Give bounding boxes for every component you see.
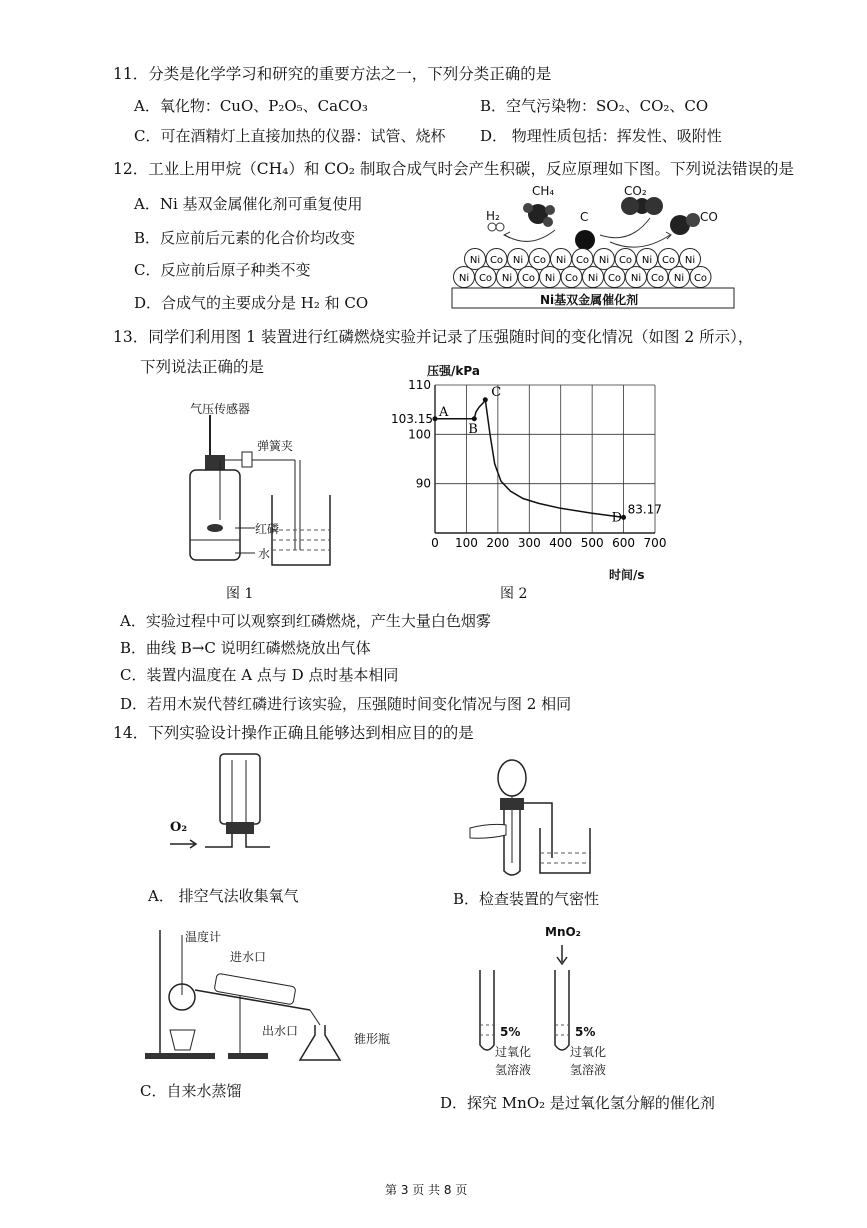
- q13-option-a: A．实验过程中可以观察到红磷燃烧，产生大量白色烟雾: [120, 612, 491, 630]
- point-B: [472, 416, 477, 421]
- chart-ylabel: 压强/kPa: [427, 364, 480, 378]
- q12-option-d: D．合成气的主要成分是 H₂ 和 CO: [134, 294, 369, 312]
- tube1-solution-a: 过氧化: [495, 1045, 532, 1059]
- y-tick-label: 110: [408, 378, 431, 392]
- chart-xlabel: 时间/s: [609, 568, 645, 582]
- catalyst-atom-label: Co: [575, 255, 590, 266]
- co-label: CO: [700, 210, 718, 224]
- catalyst-atom-label: Ni: [501, 273, 513, 284]
- fig-a-caption: A． 排空气法收集氧气: [148, 887, 299, 905]
- water-label: 水: [258, 547, 271, 561]
- catalyst-atom-label: Co: [618, 255, 633, 266]
- tube2-solution-a: 过氧化: [570, 1045, 607, 1059]
- fig-b-caption: B．检查装置的气密性: [453, 890, 600, 908]
- flask-label: 锥形瓶: [354, 1032, 391, 1046]
- point-value-A: 103.15: [391, 411, 433, 426]
- fig-c-caption: C．自来水蒸馏: [140, 1082, 242, 1100]
- x-tick-label: 500: [580, 536, 604, 550]
- catalyst-atom-label: Ni: [641, 255, 653, 266]
- q13-stem-cont: 下列说法正确的是: [140, 358, 265, 376]
- y-tick-label: 90: [415, 476, 431, 491]
- o2-label: O₂: [170, 820, 188, 835]
- catalyst-atom-label: Co: [607, 273, 622, 284]
- catalyst-atom-label: Ni: [555, 255, 567, 266]
- q12-option-b: B．反应前后元素的化合价均改变: [134, 229, 356, 247]
- sensor-label: 气压传感器: [190, 402, 251, 416]
- x-tick-label: 0: [431, 536, 439, 550]
- phosphorus-label: 红磷: [255, 522, 280, 536]
- tube2-conc: 5%: [575, 1025, 596, 1039]
- point-C: [483, 397, 488, 402]
- q12-stem: 12．工业上用甲烷（CH₄）和 CO₂ 制取合成气时会产生积碳，反应原理如下图。下列说法错误的是: [113, 160, 794, 178]
- q11-option-c: C．可在酒精灯上直接加热的仪器：试管、烧杯: [134, 127, 446, 145]
- outlet-label: 出水口: [262, 1024, 299, 1038]
- fig2-caption: 图 2: [500, 586, 528, 602]
- tube1-conc: 5%: [500, 1025, 521, 1039]
- catalyst-atom-label: Co: [489, 255, 504, 266]
- fig-b-airtightness: [470, 753, 610, 878]
- co2-label: CO₂: [624, 184, 647, 198]
- q12-option-c: C．反应前后原子种类不变: [134, 261, 311, 279]
- fig1-caption: 图 1: [226, 586, 254, 602]
- x-tick-label: 200: [486, 536, 510, 550]
- x-tick-label: 600: [612, 536, 636, 550]
- c-label: C: [580, 210, 589, 224]
- catalyst-atom-label: Ni: [630, 273, 642, 284]
- catalyst-atom-label: Co: [564, 273, 579, 284]
- point-A: [433, 416, 438, 421]
- q13-stem: 13．同学们利用图 1 装置进行红磷燃烧实验并记录了压强随时间的变化情况（如图 2 所示），: [113, 328, 754, 346]
- catalyst-base-label: Ni基双金属催化剂: [540, 293, 639, 307]
- ch4-label: CH₄: [532, 184, 555, 198]
- x-tick-label: 400: [549, 536, 573, 550]
- point-value-D: 83.17: [627, 502, 662, 517]
- y-tick-label: 100: [408, 427, 431, 442]
- catalyst-atom-label: Ni: [684, 255, 696, 266]
- q13-option-b: B．曲线 B→C 说明红磷燃烧放出气体: [120, 639, 371, 657]
- catalyst-atom-label: Co: [693, 273, 708, 284]
- catalyst-atom-label: Ni: [673, 273, 685, 284]
- q14-stem: 14．下列实验设计操作正确且能够达到相应目的的是: [113, 724, 474, 742]
- h2-label: H₂: [486, 209, 500, 223]
- point-label-B: B: [468, 421, 478, 437]
- x-tick-label: 300: [517, 536, 541, 550]
- q11-option-a: A．氧化物：CuO、P₂O₅、CaCO₃: [134, 97, 368, 115]
- mno2-label: MnO₂: [545, 925, 581, 939]
- q13-option-d: D．若用木炭代替红磷进行该实验，压强随时间变化情况与图 2 相同: [120, 695, 572, 713]
- point-label-C: C: [491, 384, 502, 400]
- pressure-chart: [380, 378, 667, 570]
- catalyst-atom-label: Ni: [598, 255, 610, 266]
- catalyst-atom-label: Ni: [587, 273, 599, 284]
- point-label-A: A: [439, 404, 449, 420]
- thermometer-label: 温度计: [185, 930, 222, 944]
- page-footer: 第 3 页 共 8 页: [385, 1183, 468, 1197]
- q12-option-a: A．Ni 基双金属催化剂可重复使用: [134, 195, 363, 213]
- q11-stem: 11．分类是化学学习和研究的重要方法之一，下列分类正确的是: [113, 65, 552, 83]
- fig-c-distillation: [140, 925, 370, 1065]
- catalyst-atom-label: Co: [478, 273, 493, 284]
- fig-a-gas-collection: [170, 752, 280, 857]
- inlet-label: 进水口: [230, 950, 267, 964]
- catalyst-atom-label: Ni: [544, 273, 556, 284]
- q11-option-d: D． 物理性质包括：挥发性、吸附性: [480, 127, 722, 145]
- catalyst-atom-label: Co: [532, 255, 547, 266]
- clip-label: 弹簧夹: [257, 439, 294, 453]
- q11-option-b: B．空气污染物：SO₂、CO₂、CO: [480, 97, 709, 115]
- point-label-D: D: [611, 510, 623, 526]
- tube2-solution-b: 氢溶液: [570, 1063, 607, 1077]
- catalyst-atom-label: Co: [650, 273, 665, 284]
- catalyst-atom-label: Co: [661, 255, 676, 266]
- x-tick-label: 700: [643, 536, 667, 550]
- catalyst-atom-label: Ni: [469, 255, 481, 266]
- catalyst-atom-label: Co: [521, 273, 536, 284]
- q13-option-c: C．装置内温度在 A 点与 D 点时基本相同: [120, 666, 399, 684]
- catalyst-atom-label: Ni: [512, 255, 524, 266]
- catalyst-atom-label: Ni: [458, 273, 470, 284]
- fig-d-caption: D．探究 MnO₂ 是过氧化氢分解的催化剂: [440, 1094, 715, 1112]
- tube1-solution-b: 氢溶液: [495, 1063, 532, 1077]
- x-tick-label: 100: [454, 536, 478, 550]
